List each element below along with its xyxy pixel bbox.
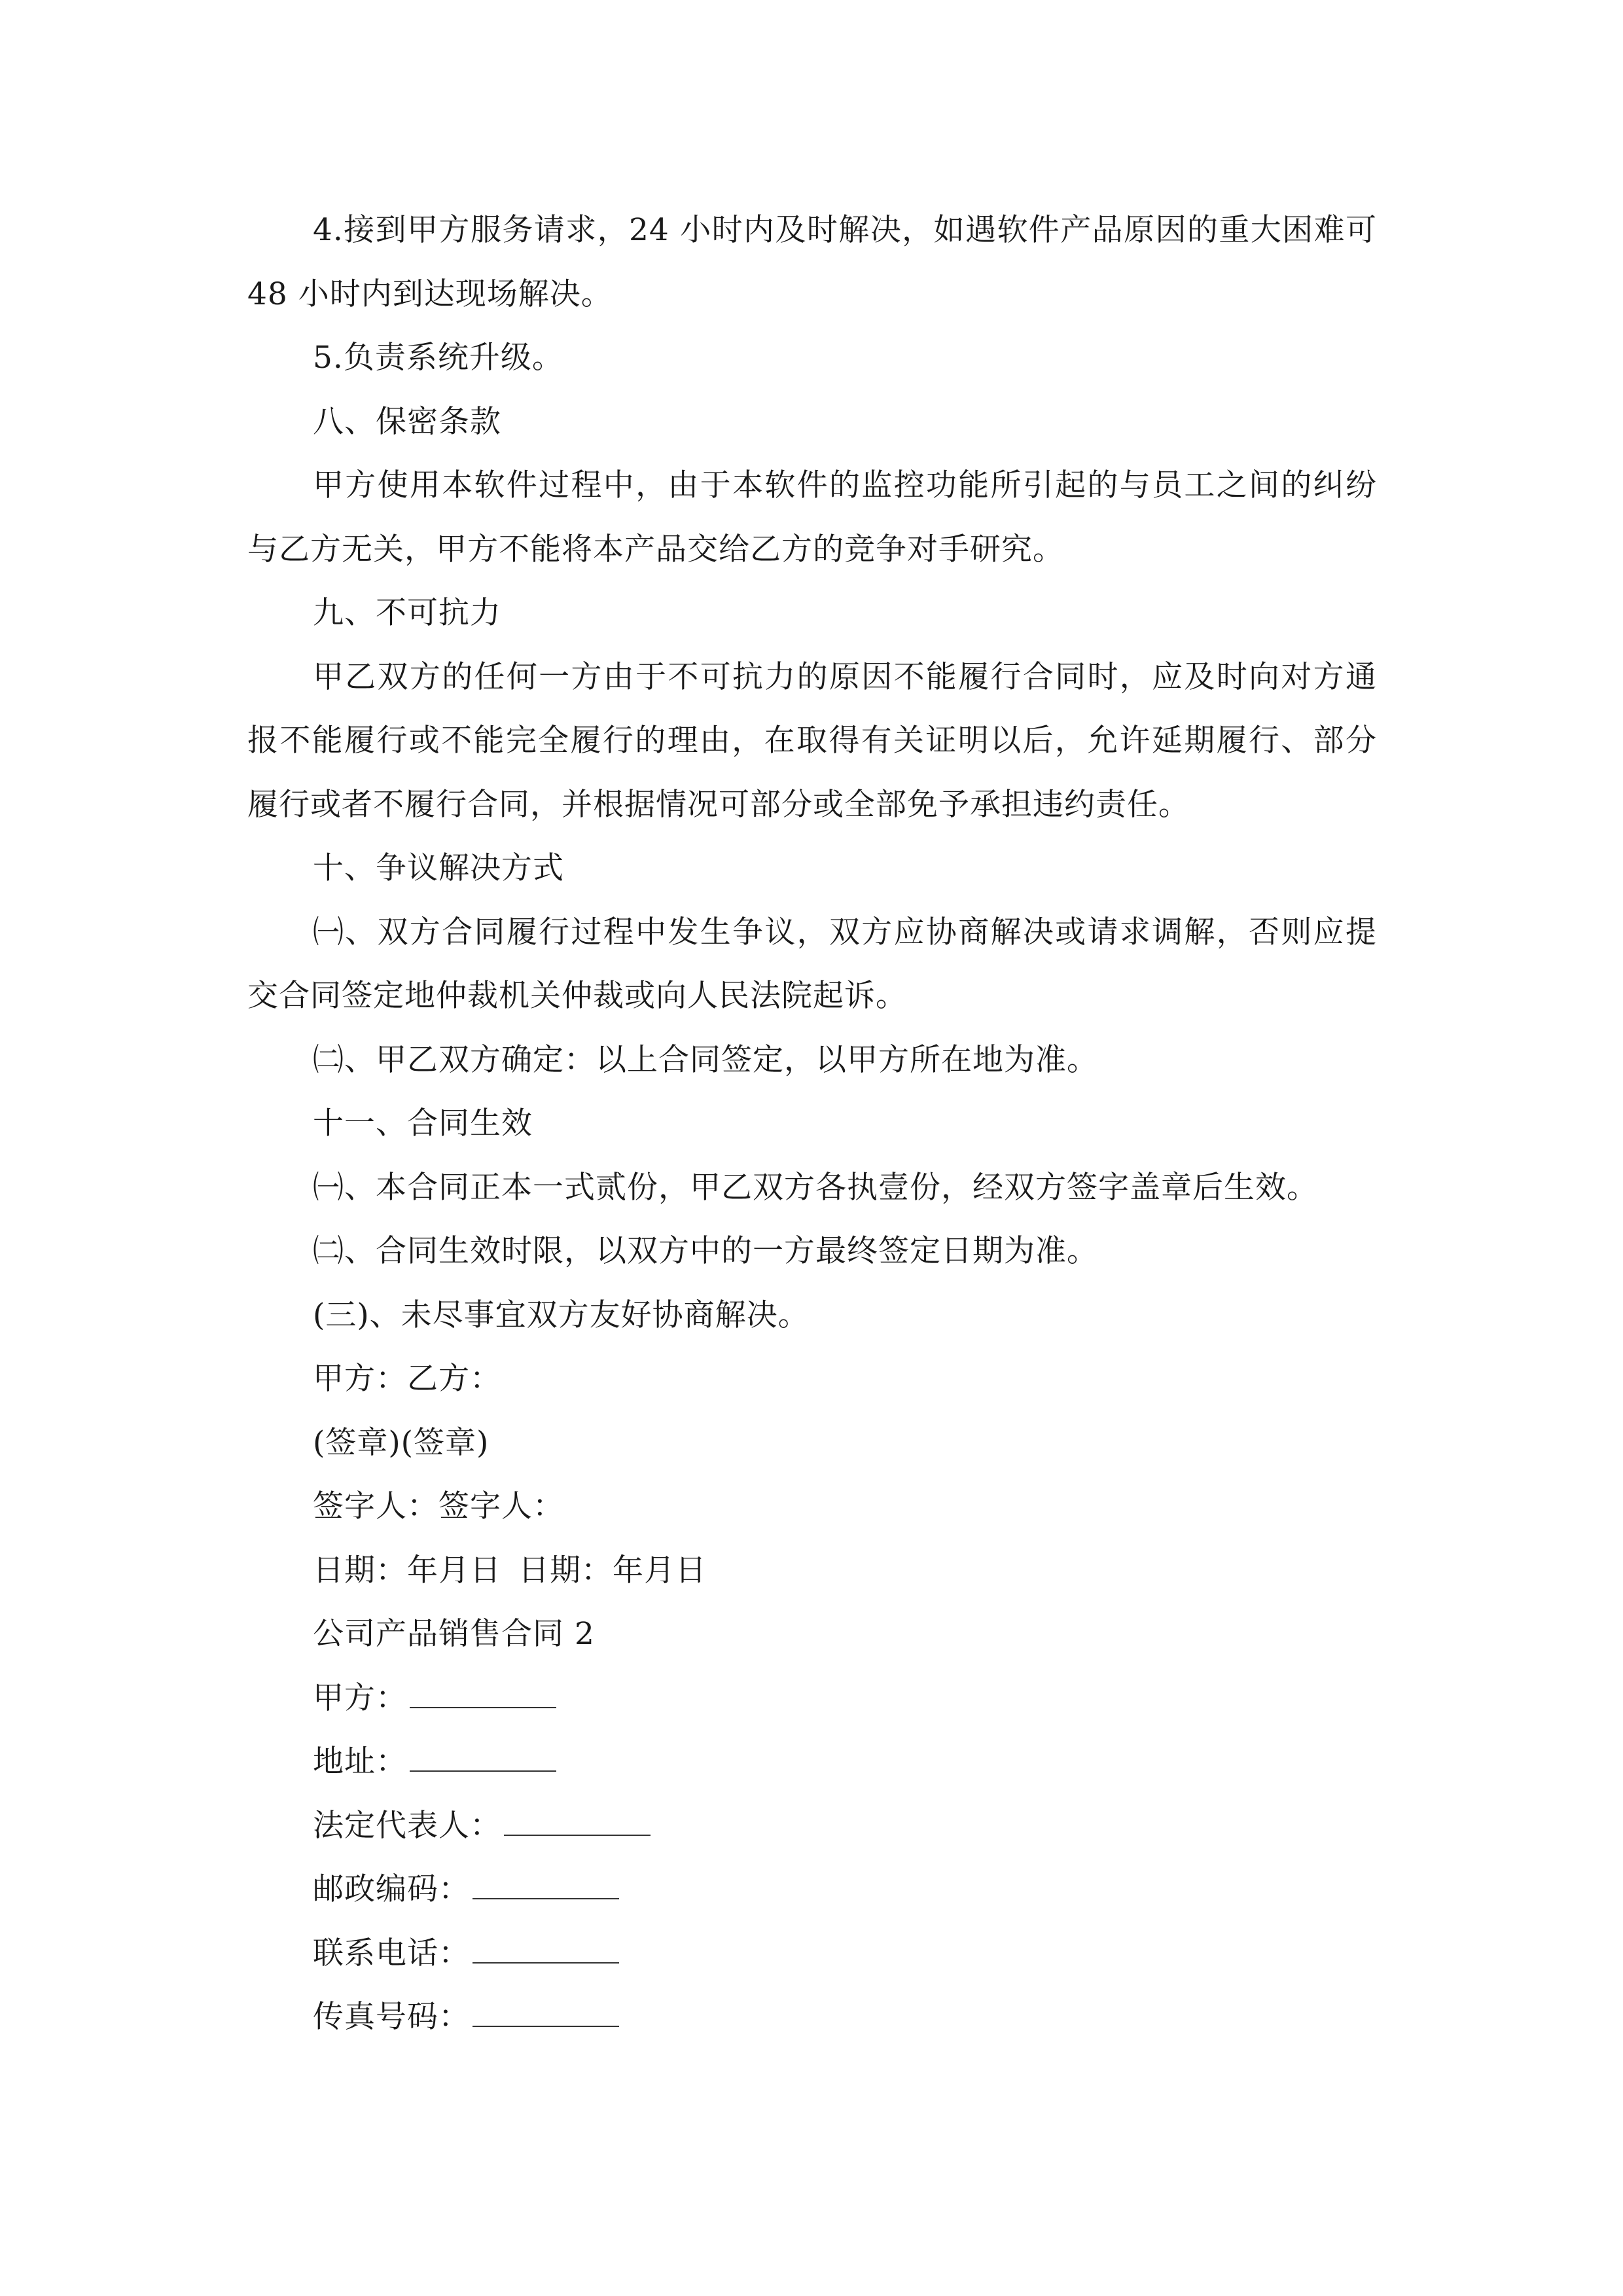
section-heading-confidentiality: 八、保密条款 xyxy=(313,403,501,440)
party-a-blank[interactable] xyxy=(410,1670,556,1708)
field-legal-rep xyxy=(247,1794,1377,1858)
field-fax-label: 传真号码： xyxy=(313,1999,470,2035)
field-postal-code xyxy=(247,1857,1377,1922)
effectiveness-clause-2: ㈡、合同生效时限，以双方中的一方最终签定日期为准。 xyxy=(313,1233,1098,1269)
field-fax xyxy=(247,1985,1377,2049)
signature-parties: 甲方：乙方： xyxy=(313,1361,501,1397)
field-party-a-label: 甲方： xyxy=(313,1679,407,1716)
field-party-a xyxy=(247,1666,1377,1731)
section-heading-dispute-resolution: 十、争议解决方式 xyxy=(313,850,564,886)
effectiveness-clause-3: (三)、未尽事宜双方友好协商解决。 xyxy=(313,1297,810,1333)
signature-seal: (签章)(签章) xyxy=(313,1424,490,1461)
clause-4-service-response: 4.接到甲方服务请求，24 小时内及时解决，如遇软件产品原因的重大困难可 48 小时内到达现场解决。 xyxy=(247,212,1377,312)
field-address xyxy=(247,1730,1377,1794)
legal-rep-blank[interactable] xyxy=(504,1798,651,1836)
field-phone-label: 联系电话： xyxy=(313,1935,470,1971)
date-party-b: 日期：年月日 xyxy=(518,1552,707,1588)
fax-blank[interactable] xyxy=(473,1989,619,2027)
contract-2-title: 公司产品销售合同 2 xyxy=(313,1616,595,1652)
document-body xyxy=(247,198,1377,2049)
effectiveness-clause-1: ㈠、本合同正本一式贰份，甲乙双方各执壹份，经双方签字盖章后生效。 xyxy=(313,1169,1318,1206)
date-party-a: 日期：年月日 xyxy=(313,1552,501,1588)
postal-code-blank[interactable] xyxy=(473,1861,619,1899)
field-address-label: 地址： xyxy=(313,1744,407,1780)
dispute-clause-1: ㈠、双方合同履行过程中发生争议，双方应协商解决或请求调解，否则应提交合同签定地仲裁机关仲裁或向人民法院起诉。 xyxy=(247,914,1377,1014)
phone-blank[interactable] xyxy=(473,1926,619,1964)
field-legal-rep-label: 法定代表人： xyxy=(313,1807,501,1844)
confidentiality-clause: 甲方使用本软件过程中，由于本软件的监控功能所引起的与员工之间的纠纷与乙方无关，甲方不能将本产品交给乙方的竞争对手研究。 xyxy=(247,467,1377,567)
dispute-clause-2: ㈡、甲乙双方确定：以上合同签定，以甲方所在地为准。 xyxy=(313,1041,1098,1078)
field-postal-code-label: 邮政编码： xyxy=(313,1871,470,1907)
signature-dates xyxy=(247,1539,1377,1603)
field-phone xyxy=(247,1922,1377,1986)
section-heading-effectiveness: 十一、合同生效 xyxy=(313,1105,533,1141)
section-heading-force-majeure: 九、不可抗力 xyxy=(313,595,501,631)
signature-signer: 签字人：签字人： xyxy=(313,1488,564,1524)
address-blank[interactable] xyxy=(410,1734,556,1772)
clause-5-system-upgrade: 5.负责系统升级。 xyxy=(313,340,563,376)
force-majeure-clause: 甲乙双方的任何一方由于不可抗力的原因不能履行合同时，应及时向对方通报不能履行或不能完全履行的理由，在取得有关证明以后，允许延期履行、部分履行或者不履行合同，并根据情况可部分或全部免予承担违约责任。 xyxy=(247,658,1377,823)
